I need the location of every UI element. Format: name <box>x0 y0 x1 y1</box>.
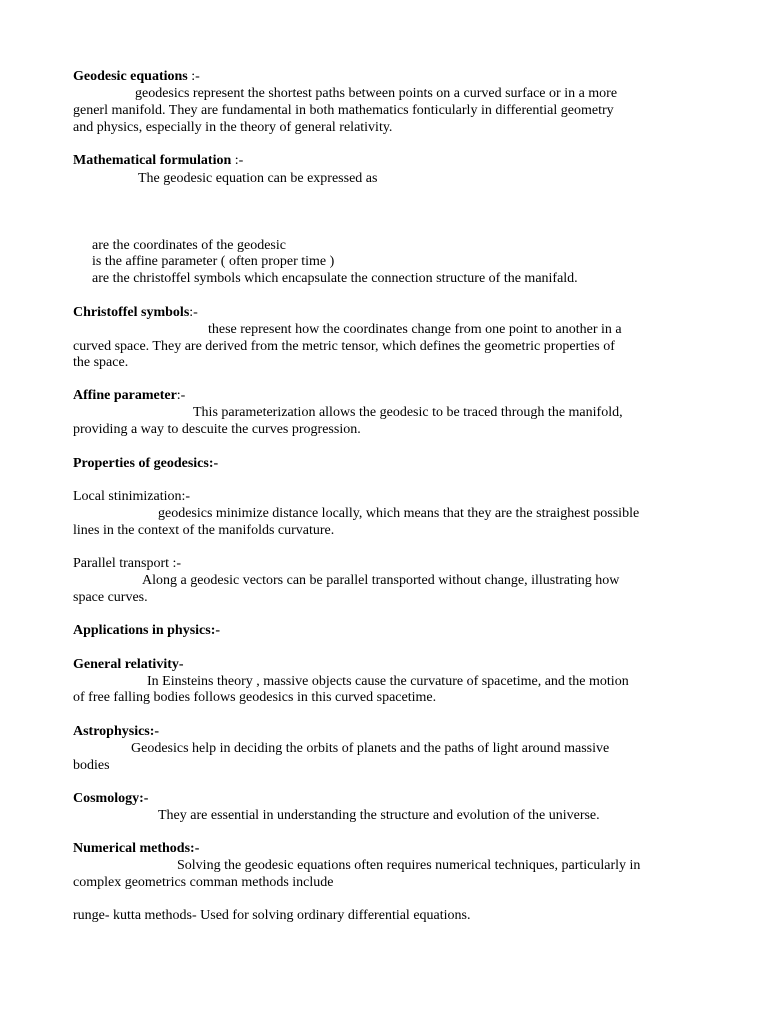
section-heading: Mathematical formulation <box>73 153 232 168</box>
paragraph-line: bodies <box>73 758 110 773</box>
subsection-heading: Astrophysics:- <box>73 724 160 739</box>
christoffel-heading-line <box>73 304 198 321</box>
paragraph-line: providing a way to descuite the curves progression. <box>73 422 361 437</box>
heading-suffix: :- <box>176 388 186 403</box>
section-heading: Geodesic equations <box>73 69 188 84</box>
subsection-label: Parallel transport :- <box>73 556 182 571</box>
list-item: are the christoffel symbols which encapsulate the connection structure of the manifald. <box>92 271 578 286</box>
paragraph-line: and physics, especially in the theory of general relativity. <box>73 120 393 135</box>
paragraph-line: In Einsteins theory , massive objects cause the curvature of spacetime, and the motion <box>147 674 629 689</box>
subsection-heading: General relativity- <box>73 657 184 672</box>
paragraph-line: geodesics represent the shortest paths between points on a curved surface or in a more <box>135 86 618 101</box>
list-item: are the coordinates of the geodesic <box>92 238 286 253</box>
paragraph-line: curved space. They are derived from the metric tensor, which defines the geometric properties of <box>73 339 615 354</box>
heading-suffix: :- <box>231 153 244 168</box>
heading-suffix: :- <box>189 305 198 320</box>
paragraph-line: Solving the geodesic equations often requires numerical techniques, particularly in <box>177 858 641 873</box>
list-item: is the affine parameter ( often proper time ) <box>92 254 335 269</box>
section-heading: Christoffel symbols <box>73 305 190 320</box>
paragraph-line: lines in the context of the manifolds curvature. <box>73 523 335 538</box>
math-heading-line <box>73 152 243 169</box>
paragraph-line: Geodesics help in deciding the orbits of planets and the paths of light around massive <box>131 741 610 756</box>
paragraph-line: The geodesic equation can be expressed as <box>138 171 378 186</box>
paragraph-line: runge- kutta methods- Used for solving ordinary differential equations. <box>73 908 471 923</box>
subsection-heading: Numerical methods:- <box>73 841 200 856</box>
geodesic-heading-line <box>73 68 200 85</box>
paragraph-line: space curves. <box>73 590 148 605</box>
section-heading: Applications in physics:- <box>73 623 221 638</box>
paragraph-line: these represent how the coordinates change from one point to another in a <box>208 322 622 337</box>
paragraph-line: of free falling bodies follows geodesics in this curved spacetime. <box>73 690 437 705</box>
section-heading: Affine parameter <box>73 388 177 403</box>
paragraph-line: This parameterization allows the geodesic to be traced through the manifold, <box>193 405 623 420</box>
paragraph-line: generl manifold. They are fundamental in both mathematics fonticularly in differential geometry <box>73 103 614 118</box>
paragraph-line: the space. <box>73 355 129 370</box>
affine-heading-line <box>73 387 185 404</box>
subsection-heading: Cosmology:- <box>73 791 149 806</box>
paragraph-line: Along a geodesic vectors can be parallel transported without change, illustrating how <box>142 573 620 588</box>
paragraph-line: geodesics minimize distance locally, which means that they are the straighest possible <box>158 506 640 521</box>
section-heading: Properties of geodesics:- <box>73 456 219 471</box>
paragraph-line: They are essential in understanding the structure and evolution of the universe. <box>158 808 600 823</box>
subsection-label: Local stinimization:- <box>73 489 191 504</box>
heading-suffix: :- <box>187 69 200 84</box>
paragraph-line: complex geometrics comman methods include <box>73 875 334 890</box>
